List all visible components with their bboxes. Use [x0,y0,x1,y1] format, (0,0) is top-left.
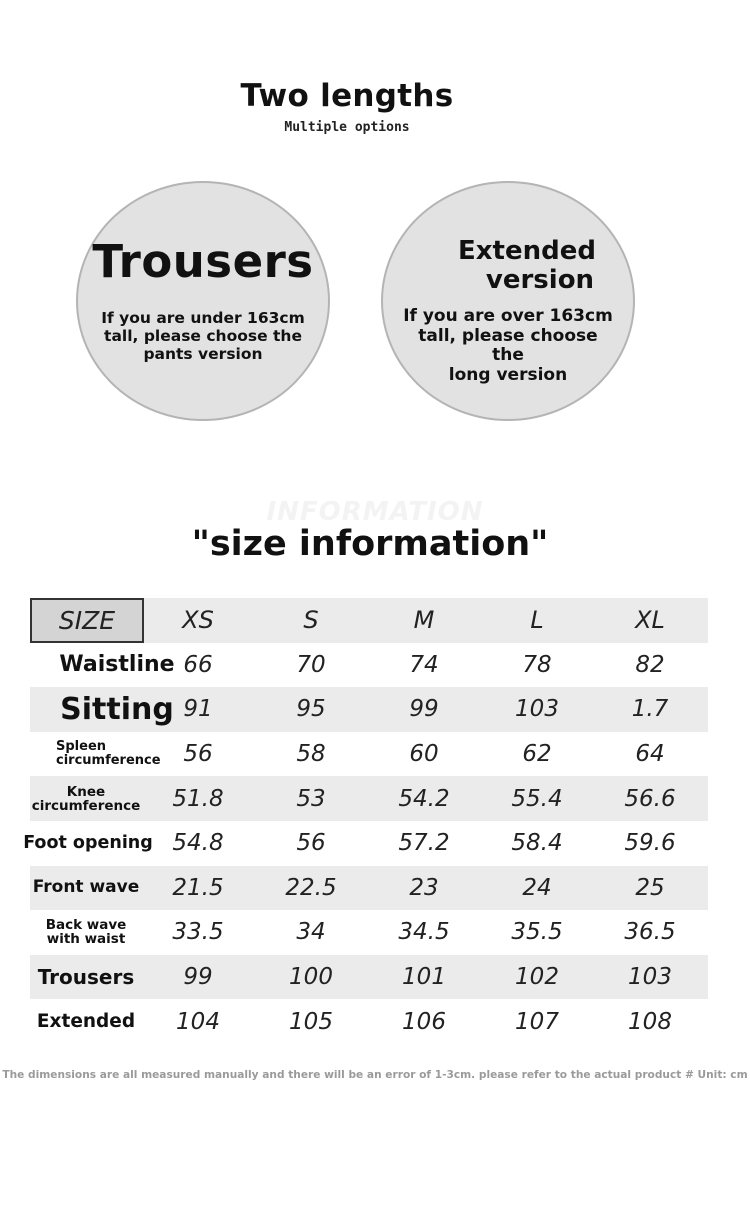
size-value-cell: 103 [515,696,559,723]
size-value-cell: 78 [522,651,552,678]
size-value-cell: 62 [522,741,552,768]
size-value-cell: 25 [635,874,665,901]
row-label: Back wave with waist [45,917,127,948]
size-value-cell: 99 [183,964,213,991]
size-value-cell: 53 [296,785,326,812]
size-value-cell: 33.5 [172,919,224,946]
size-value-cell: 95 [296,696,326,723]
extended-title-line: version [485,265,595,295]
size-value-cell: 55.4 [511,785,563,812]
size-value-cell: 107 [515,1008,559,1035]
trousers-desc-line: pants version [143,345,263,363]
row-label: Waistline [59,652,175,678]
size-value-cell: 24 [522,874,552,901]
measurement-footnote: The dimensions are all measured manually and there will be an error of 1-3cm. please refer to the actual product # Unit: cm [2,1069,748,1081]
size-table-row [30,910,708,955]
extended-option-description [401,307,615,385]
row-label: Foot opening [23,833,153,854]
extended-desc-line: tall, please choose the [418,325,598,365]
size-value-cell: 103 [628,964,672,991]
trousers-option-description [96,309,310,363]
size-column-header: S [303,606,319,635]
size-table-row [30,776,708,821]
row-label: Trousers [37,964,135,989]
size-column-header: M [413,606,435,635]
size-header-label: SIZE [58,605,116,635]
extended-desc-line: long version [448,364,568,385]
size-value-cell: 105 [289,1008,333,1035]
extended-option-title [383,237,633,295]
size-value-cell: 34.5 [398,919,450,946]
size-value-cell: 100 [289,964,333,991]
size-value-cell: 74 [409,651,439,678]
size-table-row [23,821,708,866]
row-label: Extended [36,1010,136,1032]
size-value-cell: 1.7 [631,696,669,723]
size-value-cell: 56 [183,741,213,768]
size-value-cell: 51.8 [172,785,224,812]
size-value-cell: 56 [296,830,326,857]
size-value-cell: 59.6 [624,830,676,857]
row-label: Spleen circumference [56,739,161,769]
size-column-header: XS [182,606,214,635]
trousers-option-circle [76,181,330,421]
size-value-cell: 21.5 [172,874,224,901]
size-table-row [30,687,708,732]
size-column-header: L [530,606,544,635]
size-value-cell: 57.2 [398,830,450,857]
size-value-cell: 34 [296,919,326,946]
size-column-header: XL [635,606,665,635]
size-value-cell: 58 [296,741,326,768]
size-value-cell: 108 [628,1008,672,1035]
size-table [23,598,708,1044]
row-label: Knee circumference [31,783,141,814]
size-value-cell: 82 [635,651,665,678]
size-table-row [30,866,708,911]
row-label: Front wave [32,876,140,897]
size-value-cell: 58.4 [511,830,563,857]
size-value-cell: 66 [183,651,213,678]
size-table-row [30,955,708,1000]
size-value-cell: 36.5 [624,919,676,946]
size-value-cell: 91 [183,696,213,723]
page-title: Two lengths [240,78,454,114]
trousers-desc-line: If you are under 163cm [101,309,305,327]
extended-desc-line: If you are over 163cm [403,306,613,326]
size-table-row [30,643,708,688]
size-value-cell: 70 [296,651,326,678]
size-value-cell: 56.6 [624,785,676,812]
size-value-cell: 22.5 [285,874,337,901]
row-label: Sitting [60,691,174,727]
size-value-cell: 104 [176,1008,220,1035]
size-value-cell: 102 [515,964,559,991]
trousers-desc-line: tall, please choose the [104,327,302,345]
size-table-row [30,732,708,777]
trousers-option-title: Trousers [92,235,314,288]
size-value-cell: 54.8 [172,830,224,857]
size-table-row [30,999,708,1044]
size-value-cell: 106 [402,1008,446,1035]
size-header-cell [30,598,144,643]
size-value-cell: 64 [635,741,665,768]
extended-option-circle [381,181,635,421]
size-table-header-row [30,598,708,643]
size-value-cell: 101 [402,964,446,991]
size-value-cell: 35.5 [511,919,563,946]
size-value-cell: 23 [409,874,439,901]
size-information-heading: "size information" [191,524,549,564]
extended-title-line: Extended [458,236,596,266]
page-subtitle: Multiple options [284,120,410,135]
size-value-cell: 54.2 [398,785,450,812]
size-value-cell: 60 [409,741,439,768]
size-value-cell: 99 [409,696,439,723]
information-watermark: INFORMATION [266,497,484,527]
